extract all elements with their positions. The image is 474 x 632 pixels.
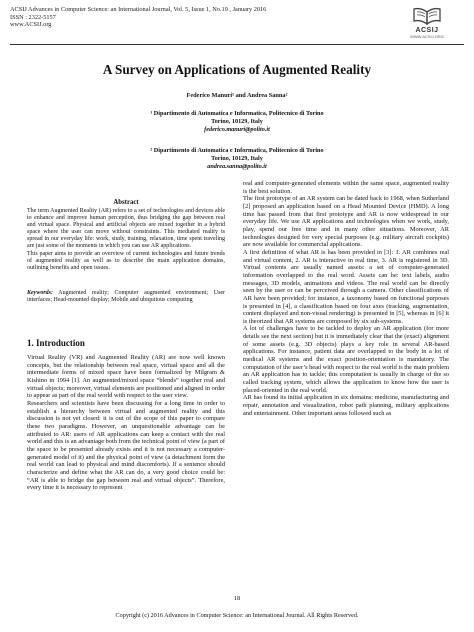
copyright-footer: Copyright (c) 2016 Advances in Computer Science: an International Journal. All Rights Reserved. [115, 612, 359, 619]
intro-left-column [27, 354, 225, 492]
body-paragraph: AR has found its initial application in six domains: medicine, manufacturing and repair, annotation and visualization, robot path planning, military applications and entertainment. Other important areas followed such as [243, 394, 449, 417]
affiliation-2-dept: ² Dipartimento di Automatica e Informatica, Politecnico di Torino [150, 147, 324, 154]
body-paragraph: real and computer-generated elements within the same space, augmented reality is the best solution. [243, 180, 449, 195]
journal-website: www.ACSIJ.org [10, 21, 52, 29]
affiliation-2-email: andrea.sanna@polito.it [207, 162, 267, 170]
body-paragraph: The first prototype of an AR system can be dated back to 1968, when Sutherland [2] proposed an application based on a Head Mounted Device (HMD). A long time has passed from that first prototype and AR is now widespread in our everyday life. We use AR applications and technologies when we work, study, play, spend our free time and in many other situations. Moreover, AR technologies designed for very special purposes (e.g. military aircraft cockpits) are now available for commercial applications. [243, 195, 449, 249]
header-rule [10, 44, 464, 45]
authors: Federico Manuri¹ and Andrea Sanna² [186, 92, 288, 99]
affiliation-2-city: Torino, 10129, Italy [211, 154, 263, 162]
journal-header [10, 6, 380, 29]
body-paragraph: Virtual Reality (VR) and Augmented Reality (AR) are now well known concepts, but the relationship between real space, virtual space and all the intermediate forms of mixed space have been formalized by Milgram & Kishino in 1994 [1]. An augmented/mixed space “blends” together real and virtual objects; moreover, virtual elements are positioned and aligned in order to appear as part of the real world with respect to the user view. [27, 354, 225, 400]
book-logo-icon [412, 6, 442, 26]
keywords [27, 290, 225, 304]
abstract-body [27, 208, 225, 272]
abstract-paragraph: The term Augmented Reality (AR) refers to a set of technologies and devices able to enhance and improve human perception, thus bridging the gap between real and virtual space. Physical and artificial objects are mixed together in a hybrid space where the user can move without constraints. This mediated reality is spread in our everyday life: work, study, training, relaxation, time spent traveling are just some of the moments in which you can use AR applications. [27, 208, 225, 250]
journal-line: ACSIJ Advances in Computer Science: an International Journal, Vol. 5, Issue 1, No.19 , January 2016 [10, 6, 267, 13]
logo-name: ACSIJ [415, 27, 439, 34]
page-number: 18 [233, 595, 241, 602]
section-heading: 1. Introduction [27, 338, 85, 348]
affiliation-1-city: Torino, 10129, Italy [211, 117, 263, 125]
affiliation-2 [0, 147, 474, 170]
affiliation-1-email: federico.manuri@polito.it [204, 125, 270, 133]
body-paragraph: A first definition of what AR is has been provided in [3]: 1. AR combines real and virtual content, 2. AR is interactive in real time, 3. AR is registered in 3D. Virtual contents are usually named assets: a set of computer-generated information overlapped to the real word. Assets can be: text labels, audio messages, 3D models, animations and videos. The real world can be directly seen by the user or can be perceived through a camera. Other classifications of AR have been provided; for instance, a taxonomy based on functional purposes is presented in [4], a classification based on four axes (tracking, augmentation, content displayed and non-visual rendering) is presented in [5], whereas in [6] it is theorized that AR systems are composed by six sub-systems. [243, 248, 449, 325]
journal-logo [396, 6, 458, 48]
affiliation-1-dept: ¹ Dipartimento di Automatica e Informatica, Politecnico di Torino [150, 110, 324, 117]
issn: ISSN : 2322-5157 [10, 13, 56, 21]
body-paragraph: A lot of challenges have to be tackled to deploy an AR application (for more details see the next section) but it is immediately clear that the (exact) alignment of some assets (e.g. 3D objects) plays a key role in several AR-based applications. For instance, patient data are overlapped to the body in a lot of medical AR systems and the exact position-orientation is mandatory. The computation of the user’s head with respect to the real world is the main problem an AR application has to tackle; this computation is usually in charge of the so called tracking system, which allows the application to know how the user is placed-oriented in the real world. [243, 325, 449, 394]
body-paragraph: Researchers and scientists have been discussing for a long time in order to establish a hierarchy between virtual and augmented reality and this discussion is not yet closed: it is out of the scope of this paper to compare these two paradigms. However, an unquestionable advantage can be attributed to AR: users of AR applications can keep a contact with the real world and this is an advantage both from the technical point of view (a part of the space to be presented already exists and it is not necessary a computer-generated model of it) and the physical point of view (a detachment form the real world can lead to physical and mind discomforts). If a sentence should characterize and define what the AR can do, a very good choice could be: “AR is able to bridge the gap between real and virtual objects”. Therefore, every time it is necessary to represent [27, 399, 225, 492]
keywords-text: Augmented reality; Computer augmented environment; User interfaces; Head-mounted display; Mobile and ubiquitous computing [27, 290, 225, 304]
keywords-label: Keywords: [27, 290, 53, 296]
abstract-heading: Abstract [113, 199, 139, 206]
affiliation-1 [0, 110, 474, 133]
logo-url: WWW.ACSIJ.ORG [410, 34, 444, 39]
abstract-paragraph: This paper aims to provide an overview of current technologies and future trends of augmented reality as well as to describe the main application domains, outlining benefits and open issues. [27, 250, 225, 271]
intro-right-column [243, 180, 449, 417]
paper-title: A Survey on Applications of Augmented Reality [102, 62, 372, 77]
